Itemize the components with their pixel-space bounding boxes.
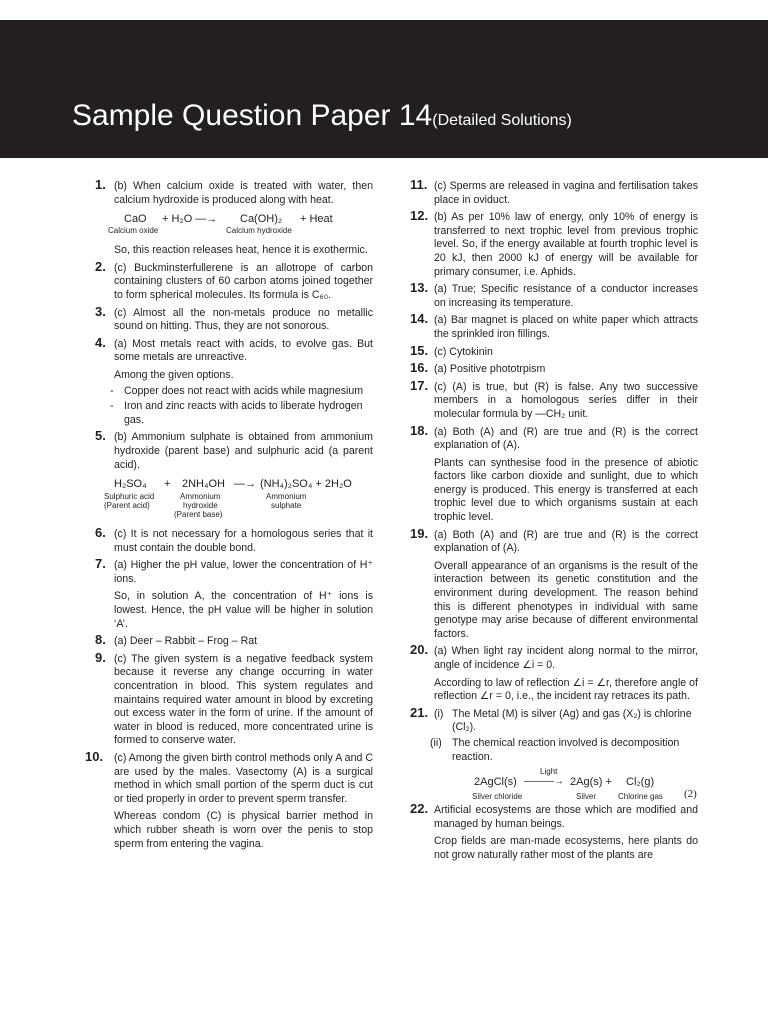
equation-ammonium-sulphate: [104, 476, 373, 520]
question-number: 13.: [410, 280, 429, 296]
question-11: [410, 177, 698, 207]
question-1: [90, 177, 373, 258]
question-13: [410, 280, 698, 310]
answer-text: (a) Most metals react with acids, to evolve gas. But some metals are unreactive.: [114, 337, 373, 364]
question-19: [410, 525, 698, 642]
answer-text: (a) Both (A) and (R) are true and (R) is the correct explanation of (A).: [434, 528, 698, 555]
answer-text: (c) Among the given birth control methods only A and C are used by the males. Vasectomy (A) is a surgical method in which small portion of the sperm duct is cut or tied properly in order to prevent sperm transfer.: [114, 752, 373, 805]
header-banner: [0, 20, 768, 158]
question-number: 5.: [95, 428, 106, 444]
eq-label: Chlorine gas: [618, 792, 663, 802]
bullet-item: - Copper does not react with acids while magnesium: [108, 385, 373, 399]
answer-text: (a) Bar magnet is placed on white paper which attracts the sprinkled iron fillings.: [434, 314, 698, 340]
eq-label: Ammonium: [266, 492, 307, 502]
equation-silver-chloride: [434, 768, 698, 800]
eq-label: sulphate: [271, 501, 302, 511]
answer-text: Artificial ecosystems are those which are modified and managed by human beings.: [434, 804, 698, 830]
answer-text: (c) Cytokinin: [434, 345, 493, 358]
answer-text: (c) The given system is a negative feedback system because it reverse any change occurring in water concentration in blood. This system regulates and maintains required water amount in blood by excreting out excess water in the form of urine. If the amount of water in blood is reduced, more concentrated urine is formed to conserve water.: [114, 652, 373, 747]
question-number: 17.: [410, 377, 429, 393]
question-number: 20.: [410, 642, 429, 658]
question-number: 12.: [410, 208, 429, 224]
sub-item-ii: [430, 736, 698, 764]
eq-term: + Heat: [300, 213, 333, 226]
answer-text: So, in solution A, the concentration of H⁺ ions is lowest. Hence, the pH value will be higher in solution ‘A’.: [114, 590, 373, 630]
answer-text: (a) Deer – Rabbit – Frog – Rat: [114, 635, 258, 648]
eq-term: H₂SO₄: [114, 478, 147, 491]
eq-term: 2NH₄OH: [182, 478, 225, 491]
question-number: 11.: [410, 177, 428, 192]
answer-text: (a) Both (A) and (R) are true and (R) is the correct explanation of (A).: [434, 425, 698, 452]
question-5: [90, 428, 373, 520]
answer-text: (b) Ammonium sulphate is obtained from ammonium hydroxide (parent base) and sulphuric acid (a parent acid).: [114, 431, 373, 471]
question-number: 4.: [95, 334, 106, 350]
question-22: [410, 801, 698, 862]
answer-text: (c) (A) is true, but (R) is false. Any two successive members in a homologous series differ in their molecular formula by —CH₂ unit.: [434, 380, 698, 420]
question-number: 6.: [95, 525, 106, 541]
marks-label: (2): [684, 788, 697, 801]
answer-text: (a) Higher the pH value, lower the concentration of H⁺ ions.: [114, 559, 373, 585]
question-14: [410, 311, 698, 341]
eq-label: Calcium oxide: [108, 226, 159, 236]
answer-text: So, this reaction releases heat, hence it is exothermic.: [114, 244, 368, 257]
answer-text: (a) When light ray incident along normal to the mirror, angle of incidence ∠i = 0.: [434, 645, 698, 671]
question-number: 19.: [410, 525, 429, 541]
question-number: 15.: [410, 342, 429, 358]
question-number: 3.: [95, 303, 106, 319]
question-2: [90, 258, 373, 303]
eq-term: 2Ag(s) +: [570, 776, 612, 789]
eq-term: +: [164, 478, 171, 491]
title-main: Sample Question Paper 14: [72, 99, 433, 132]
question-number: 18.: [410, 422, 429, 438]
eq-term: Cl₂(g): [626, 776, 655, 789]
question-number: 14.: [410, 311, 429, 327]
answer-text: (c) Sperms are released in vagina and fertilisation takes place in oviduct.: [434, 180, 698, 206]
eq-label: (Parent base): [174, 510, 223, 520]
sub-item-text: The chemical reaction involved is decomposition reaction.: [452, 736, 680, 763]
eq-term: + H₂O —→: [162, 213, 218, 226]
question-number: 16.: [410, 360, 429, 376]
eq-label: Ammonium: [180, 492, 221, 502]
question-7: [90, 556, 373, 631]
answer-text: (b) As per 10% law of energy, only 10% of energy is transferred to next trophic level from previous trophic level. So, if the energy available at fourth trophic level is 20 kJ, then 2000 kJ of energy will be available for primary consumer, i.e. Aphids.: [434, 211, 698, 278]
answer-text: Crop fields are man-made ecosystems, here plants do not grow naturally rather most of the plants are: [434, 835, 698, 861]
eq-label: Silver chloride: [472, 792, 523, 802]
eq-term: Ca(OH)₂: [240, 213, 283, 226]
question-20: [410, 642, 698, 703]
answer-text: (a) Positive phototrpism: [434, 363, 546, 376]
answer-text: (b) When calcium oxide is treated with water, then calcium hydroxide is produced along with heat.: [114, 180, 373, 206]
answer-text: Plants can synthesise food in the presence of abiotic factors like carbon dioxide and sunlight, due to which energy is produced. This energy is transferred at each trophic level due to which organisms sustain at each trophic level.: [434, 456, 698, 524]
eq-label: Calcium hydroxide: [226, 226, 292, 236]
question-15: [410, 342, 698, 360]
eq-condition: Light: [540, 767, 558, 777]
answer-text: (a) True; Specific resistance of a conductor increases on increasing its temperature.: [434, 283, 698, 309]
question-3: [90, 303, 373, 334]
question-17: [410, 377, 698, 422]
title-subtitle: (Detailed Solutions): [432, 112, 572, 129]
eq-label: hydroxide: [183, 501, 218, 511]
sub-item-i: [434, 708, 698, 735]
answer-text: (c) Almost all the non-metals produce no metallic sound on hitting. Thus, they are not sonorous.: [114, 306, 373, 333]
question-9: [90, 649, 373, 748]
question-6: [90, 525, 373, 555]
bullet-item: - Iron and zinc reacts with acids to liberate hydrogen gas.: [108, 400, 373, 427]
question-number: 9.: [95, 649, 106, 665]
question-number: 22.: [410, 801, 429, 817]
answer-text: Among the given options.: [114, 368, 234, 381]
question-16: [410, 360, 698, 377]
question-21: [410, 704, 698, 802]
eq-label: (Parent acid): [104, 501, 150, 511]
eq-arrow: ———→: [524, 776, 564, 788]
equation-cao: [108, 211, 373, 239]
eq-term: CaO: [124, 213, 147, 226]
answer-text: (c) It is not necessary for a homologous series that it must contain the double bond.: [114, 528, 373, 554]
question-number: 21.: [410, 704, 429, 720]
question-number: 1.: [95, 177, 106, 192]
left-column: [85, 177, 373, 855]
eq-term: (NH₄)₂SO₄ + 2H₂O: [260, 478, 352, 491]
answer-text: According to law of reflection ∠i = ∠r, therefore angle of reflection ∠r = 0, i.e., the incident ray retraces its path.: [434, 676, 698, 703]
question-number: 2.: [95, 258, 106, 274]
question-10: [85, 749, 373, 851]
question-number: 7.: [95, 556, 106, 572]
answer-text: (c) Buckminsterfullerene is an allotrope of carbon containing clusters of 60 carbon atoms joined together to form spherical molecules. Its formula is C₆₀.: [114, 261, 373, 301]
question-12: [410, 208, 698, 279]
eq-label: Sulphuric acid: [104, 492, 155, 502]
sub-item-text: The Metal (M) is silver (Ag) and gas (X₂) is chlorine (Cl₂).: [452, 707, 692, 734]
eq-term: —→: [234, 478, 256, 491]
sub-item-label: (i): [434, 707, 444, 720]
sub-item-label: (ii): [430, 736, 442, 749]
answer-text: Whereas condom (C) is physical barrier method in which rubber sheath is worn over the penis to stop sperm from entering the vagina.: [114, 810, 373, 850]
question-4: [90, 334, 373, 428]
question-8: [90, 632, 373, 649]
question-number: 10.: [85, 749, 104, 764]
eq-term: 2AgCl(s): [474, 776, 517, 789]
question-18: [410, 422, 698, 525]
eq-label: Silver: [576, 792, 597, 802]
page-title: [72, 99, 572, 133]
answer-text: Overall appearance of an organisms is the result of the interaction between its genetic constitution and the environment during development. The reason behind this is different phenotypes in individual with same genotype may arise because of different environmental factors.: [434, 559, 698, 640]
right-column: [410, 177, 698, 867]
question-number: 8.: [95, 632, 106, 648]
